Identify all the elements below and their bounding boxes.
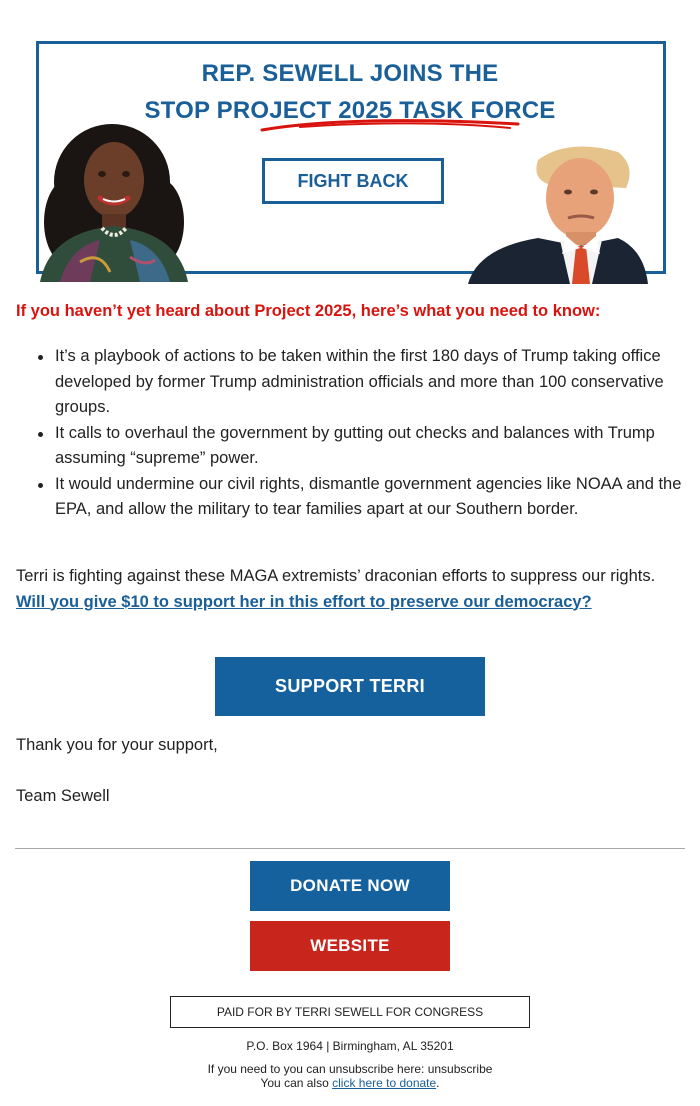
paid-for-disclaimer bbox=[170, 996, 530, 1028]
list-item: It’s a playbook of actions to be taken within the first 180 days of Trump taking office developed by former Trump administration officials and more than 100 conservative groups. bbox=[55, 344, 685, 421]
banner-title-line1: REP. SEWELL JOINS THE bbox=[201, 60, 499, 87]
website-button[interactable]: WEBSITE bbox=[250, 921, 450, 971]
unsubscribe-text: If you need to you can unsubscribe here: unsubscribe bbox=[207, 1062, 493, 1076]
intro-heading: If you haven’t yet heard about Project 2025, here’s what you need to know: bbox=[16, 302, 601, 320]
also-suffix: . bbox=[436, 1076, 440, 1090]
donate-now-button[interactable]: DONATE NOW bbox=[250, 861, 450, 911]
donate-ten-link[interactable]: Will you give $10 to support her in this effort to preserve our democracy? bbox=[16, 592, 592, 611]
fight-back-button[interactable]: FIGHT BACK bbox=[262, 158, 444, 204]
banner-title-line2: STOP PROJECT 2025 TASK FORCE bbox=[144, 97, 556, 124]
portrait-right-image bbox=[468, 138, 648, 284]
click-here-to-donate-link[interactable]: click here to donate bbox=[332, 1076, 437, 1090]
divider bbox=[15, 848, 685, 849]
red-underline-swoosh bbox=[260, 114, 520, 134]
paid-for-text: PAID FOR BY TERRI SEWELL FOR CONGRESS bbox=[216, 1005, 484, 1019]
header-banner bbox=[0, 0, 700, 290]
list-item: It calls to overhaul the government by gutting out checks and balances with Trump assuming “supreme” power. bbox=[55, 421, 685, 472]
appeal-paragraph bbox=[16, 564, 686, 615]
mailing-address: P.O. Box 1964 | Birmingham, AL 35201 bbox=[246, 1039, 454, 1053]
support-terri-button[interactable]: SUPPORT TERRI bbox=[215, 657, 485, 716]
appeal-text: Terri is fighting against these MAGA extremists’ draconian efforts to suppress our rights. bbox=[16, 567, 656, 585]
signoff-text: Team Sewell bbox=[16, 787, 110, 805]
thanks-text: Thank you for your support, bbox=[16, 736, 218, 754]
donate-footer-line bbox=[0, 1076, 700, 1090]
facts-list bbox=[55, 344, 685, 523]
also-text: You can also bbox=[260, 1076, 329, 1090]
list-item: It would undermine our civil rights, dismantle government agencies like NOAA and the EPA, and allow the military to tear families apart at our Southern border. bbox=[55, 472, 685, 523]
portrait-left-image bbox=[30, 122, 195, 282]
